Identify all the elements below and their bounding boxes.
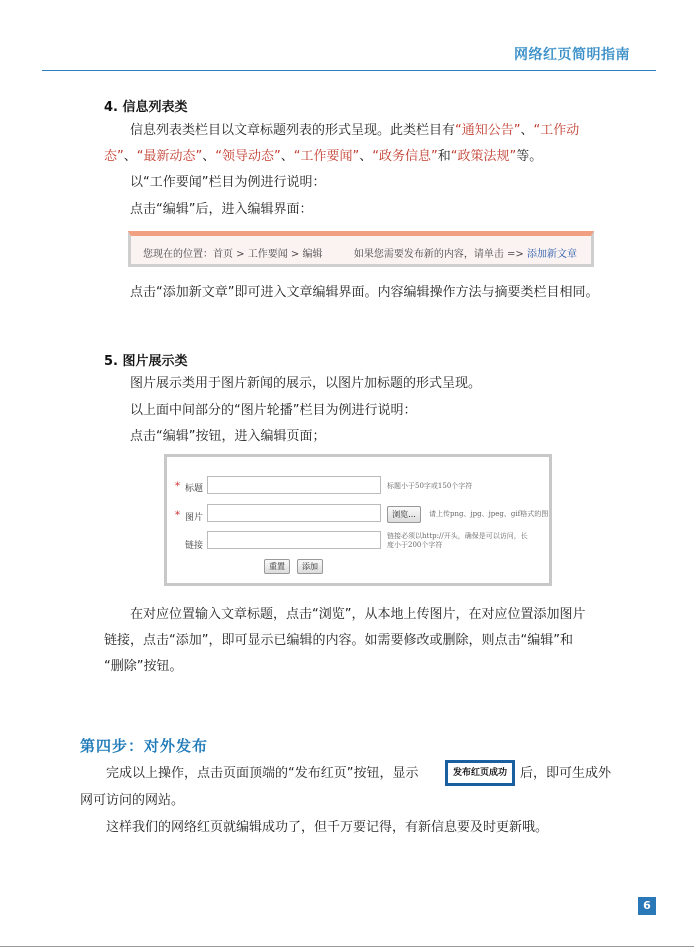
step4-paragraph1-start: 完成以上操作，点击页面顶端的“发布红页”按钮，显示: [106, 766, 419, 781]
section5-paragraph4: [104, 602, 624, 680]
text-line: 在对应位置输入文章标题，点击“浏览”，从本地上传图片，在对应位置添加图片: [130, 607, 586, 622]
text-span: 、: [520, 123, 534, 138]
header-rule: [42, 70, 656, 71]
step4-paragraph2: 这样我们的网络红页就编辑成功了，但千万要记得，有新信息要及时更新哦。: [106, 820, 549, 835]
required-star: *: [175, 510, 180, 521]
browse-button[interactable]: 浏览...: [387, 506, 421, 523]
highlight-text: “最新动态”: [136, 149, 203, 164]
text-span: 和: [437, 149, 451, 164]
image-form-screenshot: [164, 454, 552, 586]
section4-paragraph4: 点击“添加新文章”即可进入文章编辑界面。内容编辑操作方法与摘要类栏目相同。: [130, 285, 599, 300]
add-button[interactable]: 添加: [297, 559, 323, 574]
link-hint-line2: 度小于200个字符: [387, 541, 443, 549]
image-input[interactable]: [207, 504, 381, 522]
publish-success-badge: 发布红页成功: [445, 760, 515, 786]
highlight-text: “通知公告”: [455, 123, 521, 138]
link-input[interactable]: [207, 531, 381, 549]
text-span: 、: [280, 149, 294, 164]
required-star: *: [175, 481, 180, 492]
title-input[interactable]: [207, 476, 381, 494]
section4-paragraph1: [104, 118, 624, 170]
reset-button[interactable]: 重置: [264, 559, 290, 574]
add-article-hint: 如果您需要发布新的内容，请单击 =>: [353, 249, 524, 260]
section4-paragraph2: 以“工作要闻”栏目为例进行说明：: [130, 175, 326, 190]
text-span: 信息列表类栏目以文章标题列表的形式呈现。此类栏目有: [130, 123, 456, 138]
bottom-rule: [0, 946, 694, 947]
section4-paragraph3: 点击“编辑”后，进入编辑界面：: [130, 202, 313, 217]
highlight-text: “政务信息”: [372, 149, 438, 164]
highlight-text: “工作动: [533, 123, 580, 138]
text-line: 链接，点击“添加”，即可显示已编辑的内容。如需要修改或删除，则点击“编辑”和: [104, 633, 573, 648]
section5-paragraph1: 图片展示类用于图片新闻的展示，以图片加标题的形式呈现。: [130, 376, 482, 391]
link-label: 链接: [185, 541, 204, 551]
image-hint: 请上传png、jpg、jpeg、gif格式的图: [429, 510, 549, 518]
title-hint: 标题小于50字或150个字符: [387, 482, 473, 490]
step4-heading: 第四步：对外发布: [80, 737, 209, 755]
section5-paragraph3: 点击“编辑”按钮，进入编辑页面；: [130, 429, 326, 444]
text-span: 、: [123, 149, 137, 164]
breadcrumb: 您现在的位置：首页 > 工作要闻 > 编辑: [143, 249, 323, 260]
section5-heading: 5. 图片展示类: [104, 354, 188, 369]
link-hint: [387, 532, 547, 550]
text-span: 、: [202, 149, 216, 164]
step4-paragraph1-end: 后，即可生成外: [520, 766, 612, 781]
highlight-text: “领导动态”: [215, 149, 281, 164]
page-number: 6: [638, 897, 656, 915]
text-span: 等。: [516, 149, 543, 164]
link-hint-line1: 链接必须以http://开头，确保是可以访问，长: [387, 532, 528, 540]
step4-paragraph1-wrap: 网可访问的网站。: [80, 793, 185, 808]
header-title: 网络红页简明指南: [514, 47, 630, 63]
section5-paragraph2: 以上面中间部分的“图片轮播”栏目为例进行说明：: [130, 403, 417, 418]
text-span: 、: [359, 149, 373, 164]
highlight-text: “工作要闻”: [293, 149, 360, 164]
text-line: “删除”按钮。: [104, 659, 183, 674]
highlight-text: “政策法规”: [450, 149, 517, 164]
add-article-prompt: [354, 245, 577, 260]
highlight-text: 态”: [104, 149, 124, 164]
add-article-link[interactable]: 添加新文章: [527, 249, 577, 260]
image-label: 图片: [185, 513, 204, 523]
breadcrumb-screenshot: [128, 231, 594, 267]
title-label: 标题: [185, 484, 204, 494]
section4-heading: 4. 信息列表类: [104, 100, 188, 115]
